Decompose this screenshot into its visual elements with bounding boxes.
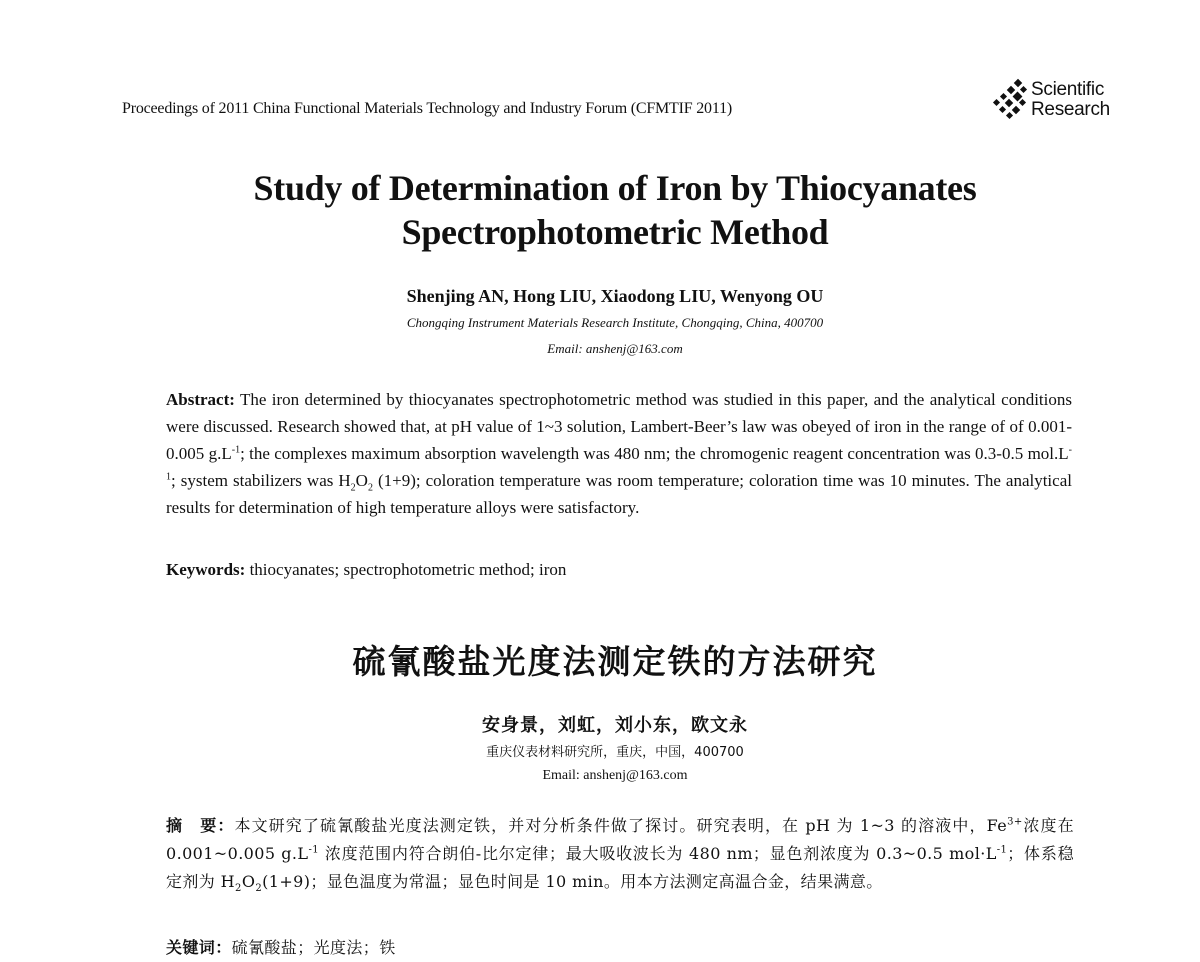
chinese-title: 硫氰酸盐光度法测定铁的方法研究 (352, 642, 878, 681)
chinese-abstract-text-1: 本文研究了硫氰酸盐光度法测定铁，并对分析条件做了探讨。研究表明，在 pH 为 1~3 的溶液中，Fe (234, 816, 1008, 835)
chinese-author-list: 安身景，刘虹，刘小东，欧文永 (482, 715, 748, 736)
chinese-abstract-sup-2: -1 (308, 844, 319, 856)
abstract (166, 386, 1072, 521)
chinese-abstract-text-2: 浓度在 0.001~0.005 g.L (166, 816, 1074, 863)
affiliation: Chongqing Instrument Materials Research Institute, Chongqing, China, 400700 (406, 315, 824, 330)
paper-title-line-1: Study of Determination of Iron by Thiocyanates (253, 168, 977, 208)
abstract-sub-1: 2 (350, 482, 356, 494)
logo-line-scientific: Scientific (1031, 79, 1105, 100)
abstract-sup-2: -1 (166, 444, 1072, 483)
chinese-abstract-text-5: O (241, 872, 256, 891)
keywords-text: thiocyanates; spectrophotometric method; iron (245, 560, 567, 579)
chinese-abstract (166, 812, 1074, 896)
chinese-abstract-sub-1: 2 (235, 883, 242, 895)
abstract-sub-2: 2 (367, 482, 373, 494)
chinese-abstract-text-6: (1+9)；显色温度为常温；显色时间是 10 min。用本方法测定高温合金，结果满意。 (262, 872, 883, 891)
chinese-abstract-text-3: 浓度范围内符合朗伯-比尔定律；最大吸收波长为 480 nm；显色剂浓度为 0.3~0.5 mol·L (318, 844, 997, 863)
diamond-dots-logo-icon (990, 78, 1030, 122)
abstract-text-2: ; the complexes maximum absorption wavelength was 480 nm; the chromogenic reagent concentration was 0.3-0.5 mol.L (240, 444, 1069, 463)
abstract-label: Abstract: (166, 390, 235, 409)
paper-title-line-2: Spectrophotometric Method (401, 212, 829, 252)
chinese-abstract-sup-1: 3+ (1007, 816, 1023, 828)
chinese-keywords-text: 硫氰酸盐；光度法；铁 (231, 938, 396, 957)
logo-wordmark (1031, 80, 1110, 120)
scientific-research-logo (990, 78, 1110, 122)
chinese-abstract-label: 摘 要： (166, 816, 235, 835)
logo-line-research: Research (1031, 99, 1110, 120)
author-list: Shenjing AN, Hong LIU, Xiaodong LIU, Wenyong OU (406, 286, 824, 306)
chinese-abstract-text-4: ；体系稳定剂为 H (166, 844, 1074, 891)
proceedings-header: Proceedings of 2011 China Functional Materials Technology and Industry Forum (CFMTIF 2011) (122, 100, 732, 117)
chinese-affiliation: 重庆仪表材料研究所，重庆，中国，400700 (486, 745, 744, 760)
abstract-text-4: O (355, 471, 368, 490)
paper-title (0, 166, 1200, 254)
keywords (166, 560, 566, 580)
keywords-label: Keywords: (166, 560, 246, 579)
chinese-abstract-sup-3: -1 (996, 844, 1008, 856)
contact-email: Email: anshenj@163.com (547, 341, 683, 356)
chinese-keywords-label: 关键词： (166, 938, 232, 957)
chinese-keywords (166, 935, 396, 958)
abstract-sup-1: -1 (231, 444, 241, 456)
abstract-text-1: The iron determined by thiocyanates spectrophotometric method was studied in this paper, and the analytical conditions were discussed. Research showed that, at pH value of 1~3 solution, Lambert-Beer’s law was obeyed of iron in the range of of 0.001-0.005 g.L (166, 390, 1072, 463)
chinese-abstract-sub-2: 2 (255, 883, 263, 895)
chinese-contact-email: Email: anshenj@163.com (542, 768, 688, 783)
abstract-text-5: (1+9); coloration temperature was room temperature; coloration time was 10 minutes. The analytical results for determination of high temperature alloys were satisfactory. (166, 471, 1072, 517)
abstract-text-3: ; system stabilizers was H (171, 471, 351, 490)
